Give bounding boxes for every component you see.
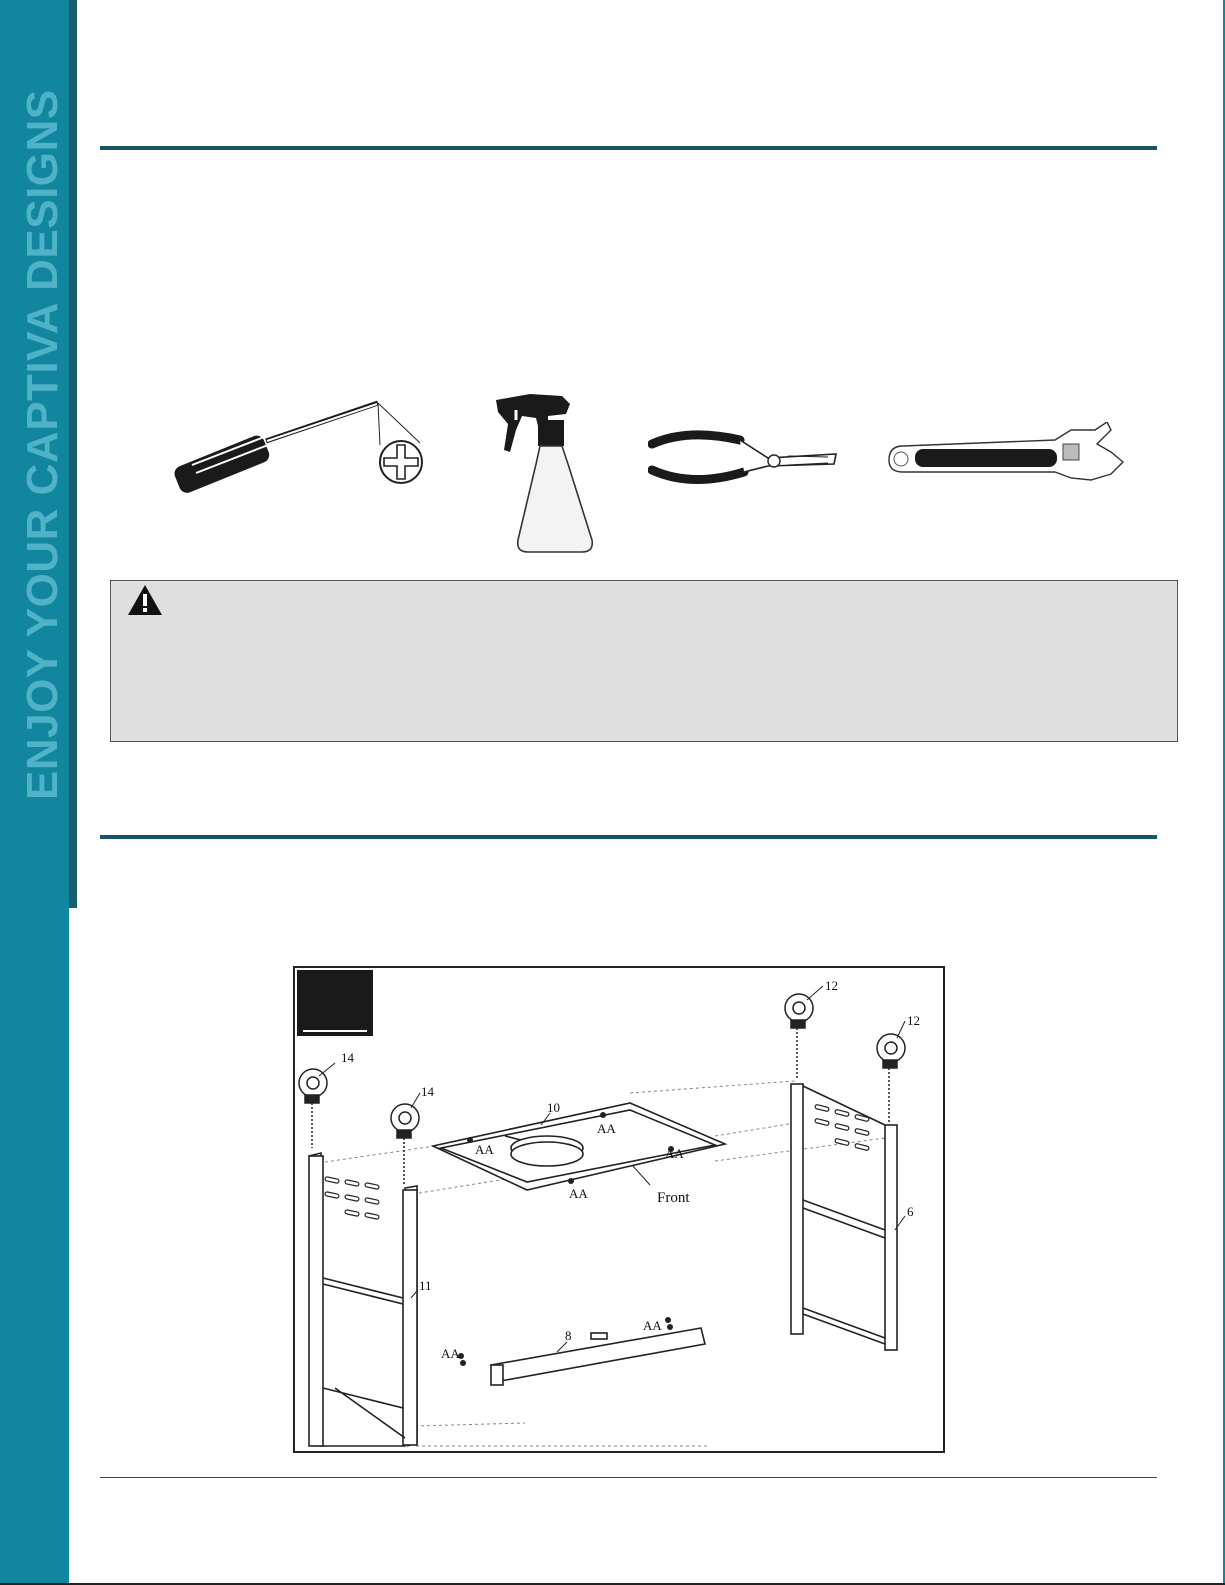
right-side-panel <box>791 1084 897 1350</box>
footer-rule <box>100 1477 1157 1478</box>
sidebar-accent <box>69 0 77 908</box>
callout-screw-aa-5: AA <box>441 1346 460 1361</box>
callout-caster-back-right: 12 <box>907 1013 920 1028</box>
assembly-drawing <box>295 968 943 1451</box>
spray-bottle-icon <box>490 390 600 558</box>
callout-screw-aa-1: AA <box>475 1142 494 1157</box>
callout-front: Front <box>657 1190 690 1206</box>
callout-screw-aa-3: AA <box>665 1146 684 1161</box>
caster-back-left <box>785 994 813 1080</box>
callout-screw-aa-4: AA <box>569 1186 588 1201</box>
callout-screw-aa-6: AA <box>643 1318 662 1333</box>
bottom-bar <box>491 1328 705 1385</box>
sidebar-brand-text: ENJOY YOUR CAPTIVA DESIGNS <box>18 89 67 800</box>
adjustable-wrench-icon <box>885 422 1130 494</box>
callout-right-panel: 6 <box>907 1204 914 1219</box>
section-rule-middle <box>100 835 1157 839</box>
section-rule-top <box>100 146 1157 150</box>
assembly-diagram <box>293 966 945 1453</box>
callout-left-panel: 11 <box>419 1278 432 1293</box>
warning-box <box>110 580 1178 742</box>
caster-front-left <box>299 1069 327 1148</box>
caster-front-right <box>391 1104 419 1186</box>
callout-caster-back-left: 12 <box>825 978 838 993</box>
pliers-icon <box>648 430 842 492</box>
callout-caster-front-right: 14 <box>421 1084 434 1099</box>
warning-triangle-icon <box>127 584 163 616</box>
phillips-screwdriver-icon <box>170 395 432 495</box>
left-side-panel <box>309 1153 417 1446</box>
callout-caster-front-left: 14 <box>341 1050 354 1065</box>
caster-back-right <box>877 1034 905 1123</box>
callout-bottom-bar: 8 <box>565 1328 572 1343</box>
callout-top-frame: 10 <box>547 1100 560 1115</box>
callout-screw-aa-2: AA <box>597 1121 616 1136</box>
